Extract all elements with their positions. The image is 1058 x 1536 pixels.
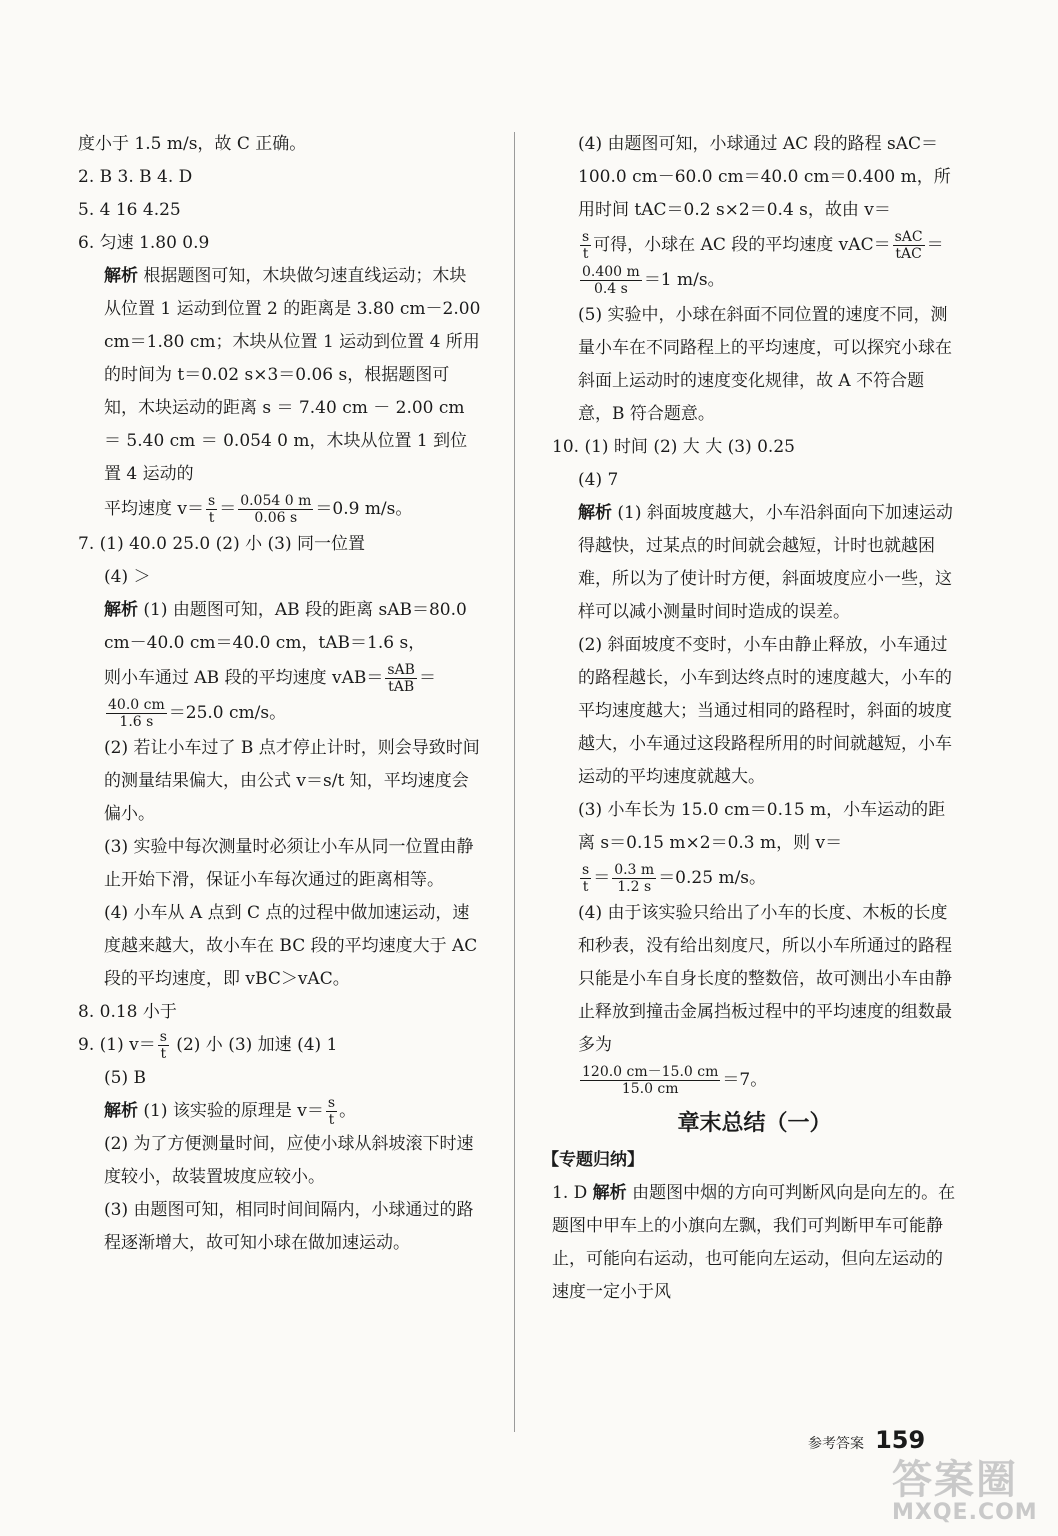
explanation-q7-3: (3) 实验中每次测量时必须让小车从同一位置由静止开始下滑，保证小车每次通过的距离相等。 bbox=[104, 837, 474, 890]
watermark-logo: 答案圈 MXQE.COM bbox=[892, 1457, 1038, 1525]
explanation-text: 根据题图可知，木块做匀速直线运动；木块从位置 1 运动到位置 2 的距离是 3.80 cm－2.00 cm＝1.80 cm；木块从位置 1 运动到位置 4 所用的时间为 t＝0.02 s×3＝0.06 s，根据题图可知，木块运动的距离 s ＝ 7.40 cm － 2.00 cm ＝ 5.40 cm ＝ 0.054 0 m，木块从位置 1 到位置 4 运动的 bbox=[104, 266, 481, 484]
formula-q7-2: $\frac{40.0 cm}{1.6 s}$ ＝25.0 cm/s。 bbox=[108, 697, 287, 730]
explanation-q10-1: 解析 (1) 斜面坡度越大，小车沿斜面向下加速运动得越快，过某点的时间就会越短，计时也就越困难，所以为了使计时方便，斜面坡度应小一些，这样可以减小测量时间时造成的误差。 bbox=[578, 503, 953, 622]
explanation-q10-3: (3) 小车长为 15.0 cm＝0.15 m，小车运动的距离 s＝0.15 m×2＝0.3 m，则 v＝ bbox=[578, 800, 946, 853]
explanation-q9-1: 解析 (1) 该实验的原理是 v＝ $\frac{s}{t}$ 。 bbox=[104, 1095, 357, 1128]
fraction: $\frac{\text{sAC}}{\text{tAC}}$ bbox=[894, 229, 923, 262]
column-divider bbox=[514, 132, 515, 1432]
answer-q5: 5. 4 16 4.25 bbox=[78, 200, 181, 220]
formula-q7-1: 则小车通过 AB 段的平均速度 vAB＝ $\frac{\text{sAB}}{\text{tAB}}$ ＝ bbox=[104, 662, 436, 695]
section-title: 【专题归纳】 bbox=[542, 1150, 644, 1170]
explanation-label: 解析 bbox=[592, 1183, 627, 1203]
explanation-q9-2: (2) 为了方便测量时间，应使小球从斜坡滚下时速度较小，故装置坡度应较小。 bbox=[104, 1134, 474, 1187]
explanation-label: 解析 bbox=[104, 266, 138, 286]
explanation-label: 解析 bbox=[104, 600, 138, 620]
right-column bbox=[542, 128, 957, 1309]
text-line: 度小于 1.5 m/s，故 C 正确。 bbox=[78, 134, 307, 154]
explanation-q6 bbox=[78, 260, 483, 491]
chapter-title: 章末总结（一） bbox=[677, 1111, 832, 1136]
formula-q10-3: $\frac{s}{t}$ ＝ $\frac{0.3 m}{1.2 s}$ ＝0.25 m/s。 bbox=[582, 862, 767, 895]
explanation-q7-1: 解析 (1) 由题图可知，AB 段的距离 sAB＝80.0 cm－40.0 cm＝40.0 cm，tAB＝1.6 s， bbox=[104, 600, 467, 653]
left-column bbox=[78, 128, 483, 1260]
formula-q10-4: $\frac{120.0 cm-15.0 cm}{15.0 cm}$ ＝7。 bbox=[582, 1064, 768, 1097]
fraction: $\frac{s}{t}$ bbox=[208, 493, 216, 526]
answer-q10: 10. (1) 时间 (2) 大 大 (3) 0.25 bbox=[552, 437, 795, 457]
answer-q9-5: (5) B bbox=[104, 1068, 146, 1088]
footer-label: 参考答案 bbox=[808, 1436, 864, 1452]
fraction: $\frac{s}{t}$ bbox=[582, 229, 590, 262]
formula-q6: 平均速度 v＝ $\frac{s}{t}$ ＝ $\frac{0.054 0 m}{0.06 s}$ ＝0.9 m/s。 bbox=[104, 493, 413, 526]
fraction: $\frac{s}{t}$ bbox=[159, 1029, 167, 1062]
fraction: $\frac{120.0 cm-15.0 cm}{15.0 cm}$ bbox=[582, 1064, 719, 1097]
summary-q1: 1. D 解析 由题图中烟的方向可判断风向是向左的。在题图中甲车上的小旗向左飘，我们可判断甲车可能静止，可能向右运动，也可能向左运动，但向左运动的速度一定小于风 bbox=[552, 1183, 956, 1302]
answer-q10-4: (4) 7 bbox=[578, 470, 619, 490]
fraction: $\frac{0.3 m}{1.2 s}$ bbox=[614, 862, 655, 895]
explanation-q7-2: (2) 若让小车过了 B 点才停止计时，则会导致时间的测量结果偏大，由公式 v＝s/t 知，平均速度会偏小。 bbox=[104, 738, 480, 824]
explanation-q10-4: (4) 由于该实验只给出了小车的长度、木板的长度和秒表，没有给出刻度尺，所以小车所通过的路程只能是小车自身长度的整数倍，故可测出小车由静止释放到撞击金属挡板过程中的平均速度的组数最多为 bbox=[578, 903, 952, 1055]
page-number: 159 bbox=[875, 1426, 926, 1454]
formula-q9-4b: $\frac{0.400 m}{0.4 s}$ ＝1 m/s。 bbox=[582, 264, 725, 297]
answer-q6: 6. 匀速 1.80 0.9 bbox=[78, 233, 210, 253]
answer-q7-4: (4) ＞ bbox=[104, 567, 151, 587]
fraction: $\frac{40.0 cm}{1.6 s}$ bbox=[108, 697, 165, 730]
answer-q8: 8. 0.18 小于 bbox=[78, 1002, 177, 1022]
explanation-label: 解析 bbox=[578, 503, 612, 523]
explanation-q9-5: (5) 实验中，小球在斜面不同位置的速度不同，测量小车在不同路程上的平均速度，可以探究小球在斜面上运动时的速度变化规律，故 A 不符合题意，B 符合题意。 bbox=[578, 305, 952, 424]
explanation-q9-4: (4) 由题图可知，小球通过 AC 段的路程 sAC＝100.0 cm－60.0 cm＝40.0 cm＝0.400 m，所用时间 tAC＝0.2 s×2＝0.4 s，故由 v＝ bbox=[578, 134, 951, 220]
page-footer bbox=[808, 1426, 925, 1454]
answer-q9: 9. (1) v＝ $\frac{s}{t}$ (2) 小 (3) 加速 (4) 1 bbox=[78, 1029, 338, 1062]
fraction: $\frac{0.054 0 m}{0.06 s}$ bbox=[240, 493, 312, 526]
fraction: $\frac{0.400 m}{0.4 s}$ bbox=[582, 264, 640, 297]
explanation-q7-4: (4) 小车从 A 点到 C 点的过程中做加速运动，速度越来越大，故小车在 BC 段的平均速度大于 AC 段的平均速度，即 vBC＞vAC。 bbox=[104, 903, 478, 989]
fraction: $\frac{s}{t}$ bbox=[582, 862, 590, 895]
explanation-q9-3: (3) 由题图可知，相同时间间隔内，小球通过的路程逐渐增大，故可知小球在做加速运动。 bbox=[104, 1200, 474, 1253]
explanation-q10-2: (2) 斜面坡度不变时，小车由静止释放，小车通过的路程越长，小车到达终点时的速度越大，小车的平均速度越大；当通过相同的路程时，斜面的坡度越大，小车通过这段路程所用的时间就越短，小车运动的平均速度就越大。 bbox=[578, 635, 952, 787]
fraction: $\frac{\text{sAB}}{\text{tAB}}$ bbox=[387, 662, 415, 695]
explanation-label: 解析 bbox=[104, 1101, 138, 1121]
formula-q9-4: $\frac{s}{t}$ 可得，小球在 AC 段的平均速度 vAC＝ $\frac{\text{sAC}}{\text{tAC}}$ ＝ bbox=[582, 229, 944, 262]
fraction: $\frac{s}{t}$ bbox=[327, 1095, 336, 1128]
answer-q7: 7. (1) 40.0 25.0 (2) 小 (3) 同一位置 bbox=[78, 534, 365, 554]
answer-q2-4: 2. B 3. B 4. D bbox=[78, 167, 193, 187]
